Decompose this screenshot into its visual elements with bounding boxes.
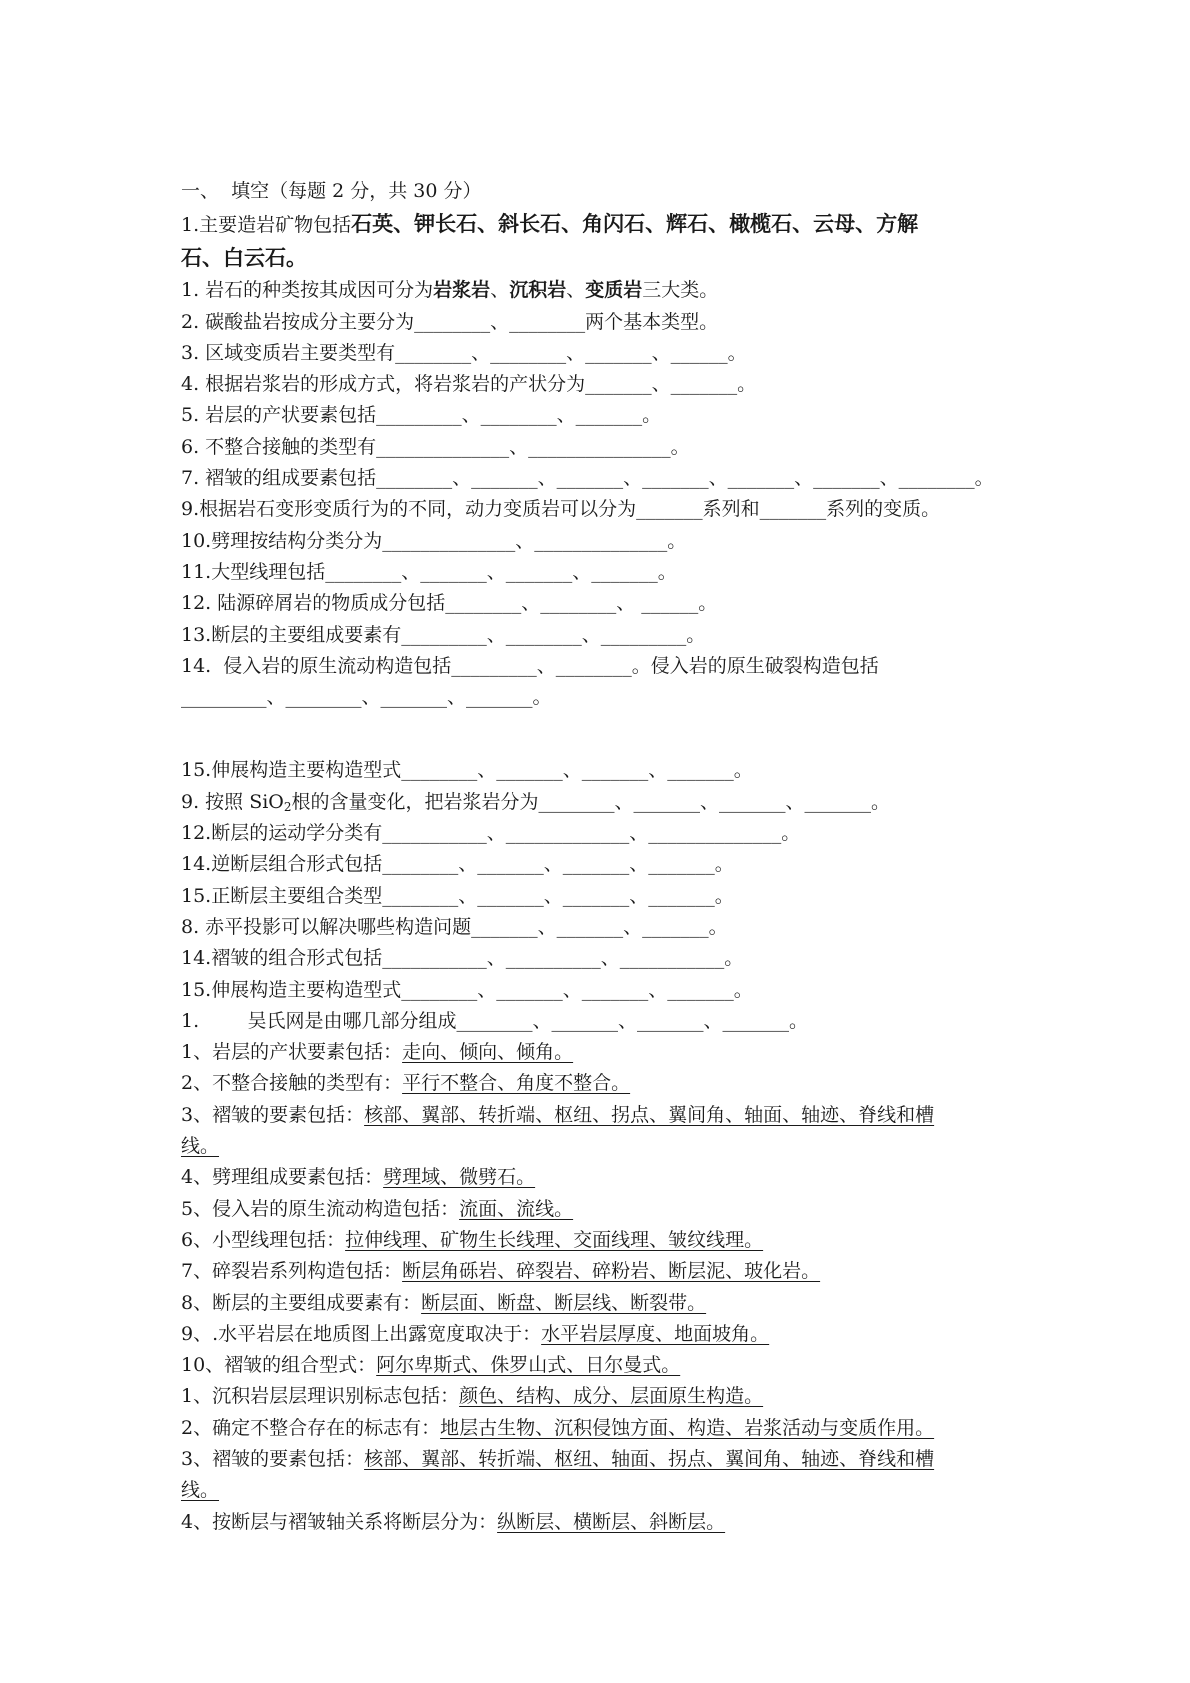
spacer	[181, 713, 1021, 755]
question-line: _________、________、_______、_______。	[181, 686, 552, 709]
answer-text: 走向、倾向、倾角。	[402, 1041, 574, 1064]
answer-text: 地层古生物、沉积侵蚀方面、构造、岩浆活动与变质作用。	[440, 1416, 935, 1439]
answer-text: 断层面、断盘、断层线、断裂带。	[421, 1291, 707, 1314]
question-text: 1. 岩石的种类按其成因可分为	[181, 279, 434, 302]
answer-text: 断层角砾岩、碎裂岩、碎粉岩、断层泥、玻化岩。	[402, 1260, 821, 1283]
question-rock-types	[181, 275, 1021, 306]
question-line: 14.褶皱的组合形式包括___________、__________、___________。	[181, 947, 744, 970]
question-line: 3. 区域变质岩主要类型有________、________、_______、______。	[181, 341, 747, 364]
question-text: 9. 按照 SiO	[181, 790, 284, 813]
question-line: 11.大型线理包括________、_______、_______、_______。	[181, 560, 677, 583]
question-minerals-line1	[181, 207, 1021, 241]
question-text: 5、侵入岩的原生流动构造包括：	[181, 1197, 460, 1220]
question-text: 2、不整合接触的类型有：	[181, 1072, 403, 1095]
answer-line	[181, 1256, 1021, 1287]
question-text: 三大类。	[642, 279, 719, 302]
question-line: 1. 吴氏网是由哪几部分组成________、_______、_______、_______。	[181, 1009, 808, 1032]
answer-line	[181, 1068, 1021, 1099]
question-line: 12.断层的运动学分类有___________、_____________、______________。	[181, 822, 801, 845]
answer-text: 水平岩层厚度、地面坡角。	[541, 1322, 770, 1345]
answer-text: 线。	[181, 1135, 220, 1158]
question-text: 2、确定不整合存在的标志有：	[181, 1416, 441, 1439]
question-text: 10、褶皱的组合型式：	[181, 1354, 377, 1377]
answer-bold: 岩浆岩	[433, 279, 491, 302]
answer-line-continued	[181, 1475, 1021, 1506]
answer-text: 核部、翼部、转折端、枢纽、轴面、拐点、翼间角、轴迹、脊线和槽	[364, 1447, 935, 1470]
question-line: 9.根据岩石变形变质行为的不同，动力变质岩可以分为_______系列和_______系列的变质。	[181, 498, 941, 521]
answer-line-continued	[181, 1131, 1021, 1162]
answer-text: 流面、流线。	[459, 1197, 574, 1220]
question-text: 1、岩层的产状要素包括：	[181, 1041, 403, 1064]
answer-bold: 变质岩	[585, 279, 643, 302]
question-line: 15.伸展构造主要构造型式________、_______、_______、_______。	[181, 978, 753, 1001]
question-text: 4、劈理组成要素包括：	[181, 1166, 384, 1189]
question-line: 8. 赤平投影可以解决哪些构造问题_______、_______、_______。	[181, 915, 728, 938]
answer-line	[181, 1444, 1021, 1475]
question-minerals-line2	[181, 241, 1021, 275]
answer-line	[181, 1319, 1021, 1350]
question-text: 1、沉积岩层层理识别标志包括：	[181, 1385, 460, 1408]
question-line: 10.劈理按结构分类分为______________、______________。	[181, 529, 687, 552]
separator: 、	[566, 279, 586, 302]
section-title: 一、 填空（每题 2 分，共 30 分）	[181, 180, 482, 202]
question-line: 14.逆断层组合形式包括________、_______、_______、_______。	[181, 853, 734, 876]
answer-text: 阿尔卑斯式、侏罗山式、日尔曼式。	[376, 1354, 681, 1377]
answer-bold: 石英、钾长石、斜长石、角闪石、辉石、橄榄石、云母、方解	[351, 211, 919, 237]
answer-text: 拉伸线理、矿物生长线理、交面线理、皱纹线理。	[345, 1228, 764, 1251]
question-text: 6、小型线理包括：	[181, 1228, 346, 1251]
question-line: 15.正断层主要组合类型________、_______、_______、_______。	[181, 884, 734, 907]
answer-line	[181, 1194, 1021, 1225]
answer-text: 劈理域、微劈石。	[383, 1166, 536, 1189]
answer-line	[181, 1162, 1021, 1193]
answer-line	[181, 1381, 1021, 1412]
answer-text: 线。	[181, 1479, 220, 1502]
question-line: 15.伸展构造主要构造型式________、_______、_______、_______。	[181, 759, 753, 782]
answer-line	[181, 1350, 1021, 1381]
answer-line	[181, 1288, 1021, 1319]
question-text: 7、碎裂岩系列构造包括：	[181, 1260, 403, 1283]
answer-text: 核部、翼部、转折端、枢纽、拐点、翼间角、轴面、轴迹、脊线和槽	[364, 1103, 935, 1126]
question-text: 9、.水平岩层在地质图上出露宽度取决于：	[181, 1322, 542, 1345]
question-line: 7. 褶皱的组成要素包括________、_______、_______、_______、_______、_______、________。	[181, 467, 994, 490]
answer-text: 颜色、结构、成分、层面原生构造。	[459, 1385, 764, 1408]
question-text: 4、按断层与褶皱轴关系将断层分为：	[181, 1510, 498, 1533]
question-line: 12. 陆源碎屑岩的物质成分包括________、________、 ______。	[181, 592, 718, 615]
question-line: 13.断层的主要组成要素有_________、________、_________。	[181, 623, 706, 646]
question-line: 2. 碳酸盐岩按成分主要分为________、________两个基本类型。	[181, 310, 719, 333]
question-sio2	[181, 787, 1021, 818]
answer-line	[181, 1413, 1021, 1444]
question-text: 1.主要造岩矿物包括	[181, 214, 352, 237]
answer-line	[181, 1507, 1021, 1538]
answer-bold: 沉积岩	[509, 279, 567, 302]
answer-line	[181, 1100, 1021, 1131]
question-line: 6. 不整合接触的类型有______________、_______________。	[181, 435, 690, 458]
question-line: 5. 岩层的产状要素包括_________、________、_______。	[181, 404, 662, 427]
answer-text: 平行不整合、角度不整合。	[402, 1072, 631, 1095]
document-body	[181, 176, 1021, 1538]
question-text: 3、褶皱的要素包括：	[181, 1447, 365, 1470]
separator: 、	[490, 279, 510, 302]
question-text: 8、断层的主要组成要素有：	[181, 1291, 422, 1314]
answer-line	[181, 1037, 1021, 1068]
answer-line	[181, 1225, 1021, 1256]
question-line: 14. 侵入岩的原生流动构造包括_________、________。侵入岩的原生破裂构造包括	[181, 654, 879, 677]
answer-bold: 石、白云石。	[181, 245, 307, 271]
subscript: 2	[283, 799, 292, 814]
question-text: 3、褶皱的要素包括：	[181, 1103, 365, 1126]
answer-text: 纵断层、横断层、斜断层。	[497, 1510, 726, 1533]
question-text: 根的含量变化，把岩浆岩分为________、_______、_______、_______。	[291, 790, 891, 813]
question-line: 4. 根据岩浆岩的形成方式，将岩浆岩的产状分为_______、_______。	[181, 373, 757, 396]
